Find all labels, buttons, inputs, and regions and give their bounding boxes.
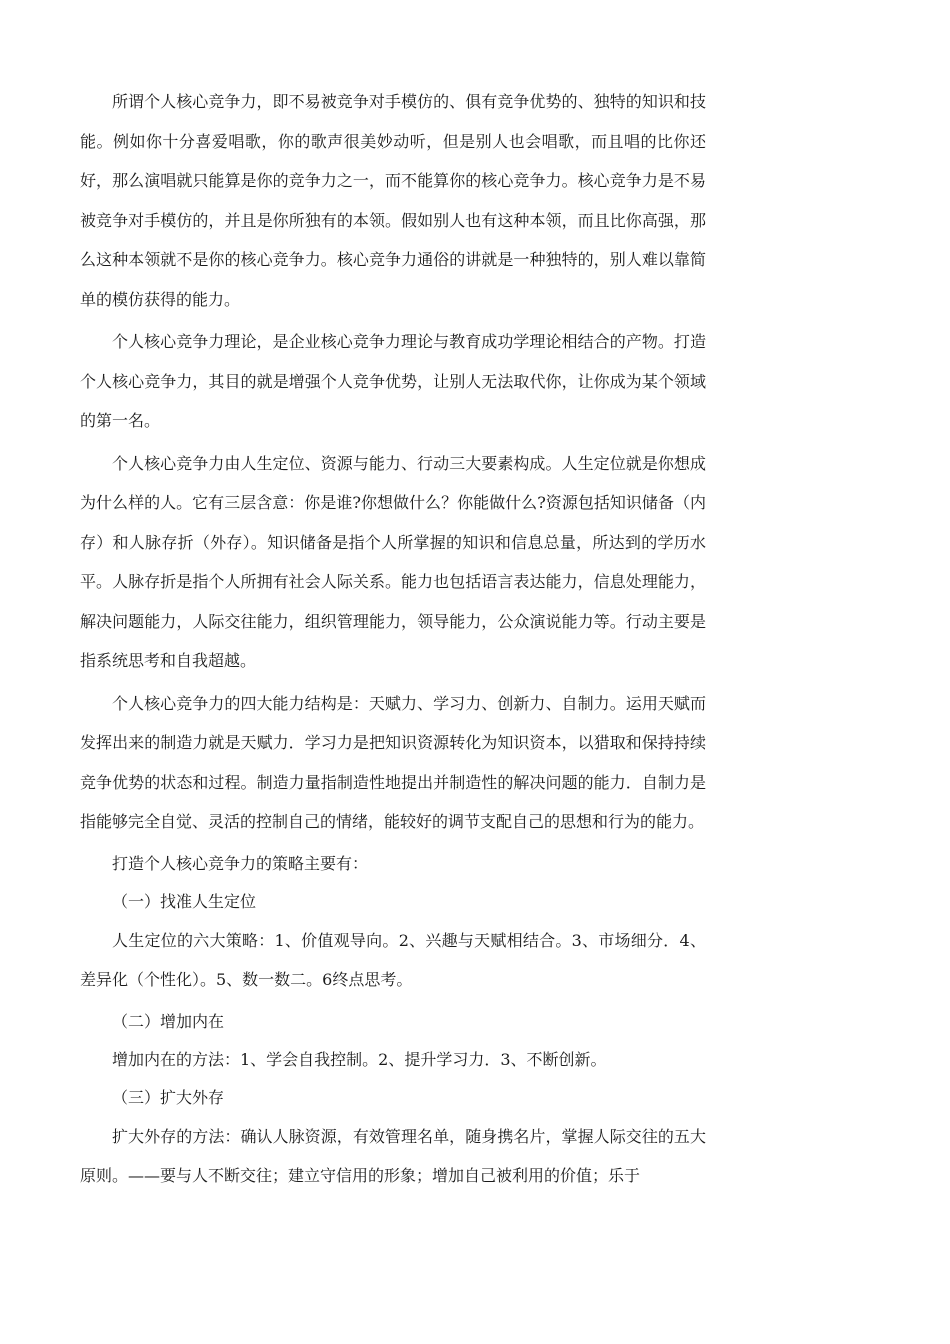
paragraph-strategies-intro: 打造个人核心竞争力的策略主要有：	[112, 853, 369, 873]
paragraph-six-strategies: 人生定位的六大策略：1、价值观导向。2、兴趣与天赋相结合。3、市场细分．4、差异化（个性化）。5、数一数二。6终点思考。	[80, 930, 706, 989]
paragraph-expand-external-methods: 扩大外存的方法：确认人脉资源，有效管理名单，随身携名片，掌握人际交往的五大原则。——要与人不断交往；建立守信用的形象；增加自己被利用的价值；乐于	[80, 1126, 706, 1185]
paragraph-three-elements: 个人核心竞争力由人生定位、资源与能力、行动三大要素构成。人生定位就是你想成为什么样的人。它有三层含意：你是谁?你想做什么？你能做什么?资源包括知识储备（内存）和人脉存折（外存）。知识储备是指个人所掌握的知识和信息总量，所达到的学历水平。人脉存折是指个人所拥有社会人际关系。能力也包括语言表达能力，信息处理能力，解决问题能力，人际交往能力，组织管理能力，领导能力，公众演说能力等。行动主要是指系统思考和自我超越。	[80, 453, 706, 670]
paragraph-increase-internal-methods: 增加内在的方法：1、学会自我控制。2、提升学习力．3、不断创新。	[112, 1049, 607, 1069]
document-page	[80, 82, 706, 1199]
paragraph-four-abilities: 个人核心竞争力的四大能力结构是：天赋力、学习力、创新力、自制力。运用天赋而发挥出来的制造力就是天赋力．学习力是把知识资源转化为知识资本，以猎取和保持持续竞争优势的状态和过程。制造力量指制造性地提出并制造性的解决问题的能力．自制力是指能够完全自觉、灵活的控制自己的情绪，能较好的调节支配自己的思想和行为的能力。	[80, 693, 706, 831]
heading-increase-internal: （二）增加内在	[112, 1011, 225, 1031]
heading-expand-external: （三）扩大外存	[112, 1087, 225, 1107]
heading-life-positioning: （一）找准人生定位	[112, 891, 257, 911]
paragraph-core-competence-definition: 所谓个人核心竞争力，即不易被竞争对手模仿的、俱有竞争优势的、独特的知识和技能。例如你十分喜爱唱歌，你的歌声很美妙动听，但是别人也会唱歌，而且唱的比你还好，那么演唱就只能算是你的竞争力之一，而不能算你的核心竞争力。核心竞争力是不易被竞争对手模仿的，并且是你所独有的本领。假如别人也有这种本领，而且比你高强，那么这种本领就不是你的核心竞争力。核心竞争力通俗的讲就是一种独特的，别人难以靠简单的模仿获得的能力。	[80, 92, 706, 309]
paragraph-core-competence-theory: 个人核心竞争力理论，是企业核心竞争力理论与教育成功学理论相结合的产物。打造个人核心竞争力，其目的就是增强个人竞争优势，让别人无法取代你，让你成为某个领域的第一名。	[80, 332, 706, 430]
